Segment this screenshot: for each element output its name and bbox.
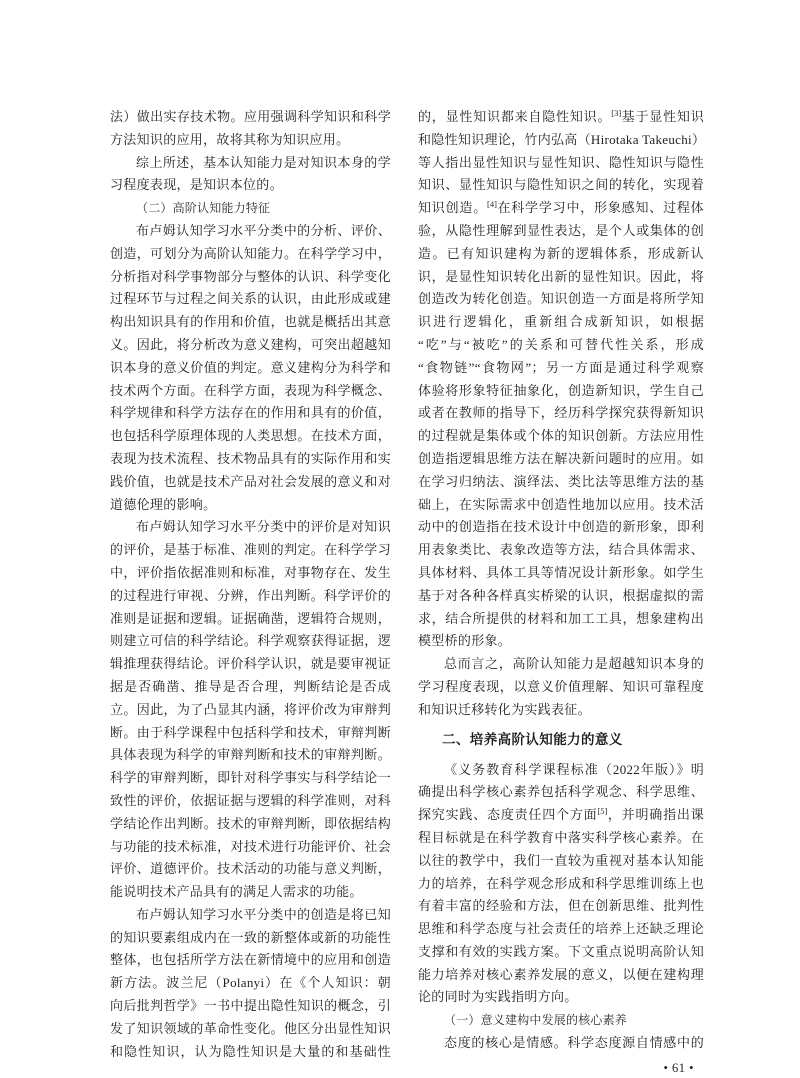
text-line: 或者在教师的指导下，经历科学探究获得新知识 <box>418 405 704 421</box>
text-line: 求，结合所提供的材料和加工工具，想象建构出 <box>418 610 704 626</box>
text-line: 能说明技术产品具有的满足人需求的功能。 <box>110 884 363 900</box>
text-line: 造。已有知识建构为新的逻辑体系，形成新认 <box>418 245 704 261</box>
text-line: 和隐性知识理论，竹内弘高（Hirotaka Takeuchi） <box>418 131 706 147</box>
paragraph <box>418 1032 704 1055</box>
text-line: 构出知识具有的作用和价值，也就是概括出其意 <box>110 314 391 330</box>
text-line: 创造指逻辑思维方法在解决新问题时的应用。如 <box>418 450 704 466</box>
text-line: 评价、道德评价。技术活动的功能与意义判断， <box>110 861 391 877</box>
right-column <box>418 106 704 1055</box>
text-line: 的知识要素组成内在一致的新整体或新的功能性 <box>110 929 391 945</box>
text-line: 技术两个方面。在科学方面，表现为科学概念、 <box>110 382 391 398</box>
text-line: “食物链”“食物网”；另一方面是通过科学观察 <box>418 359 704 375</box>
text-line <box>418 197 704 220</box>
text-line: 创造改为转化创造。知识创造一方面是将所学知 <box>418 291 704 307</box>
text-line: 具体材料、具体工具等情况设计新形象。如学生 <box>418 564 704 580</box>
text-line: 分析指对科学事物部分与整体的认识、科学变化 <box>110 268 391 284</box>
text-line: 论的同时为实践指明方向。 <box>418 989 578 1005</box>
section-subheading: （一）意义建构中发展的核心素养 <box>444 1013 628 1028</box>
text-line: 以往的教学中，我们一直较为重视对基本认知能 <box>418 852 704 868</box>
paragraph <box>418 106 704 653</box>
text-line: 程目标就是在科学教育中落实科学核心素养。在 <box>418 829 704 845</box>
text-line: 能力培养对核心素养发展的意义，以便在建构理 <box>418 966 704 982</box>
text-line: 表现为技术流程、技术物品具有的实际作用和实 <box>110 450 391 466</box>
page-number: • 61 • <box>663 1061 694 1075</box>
section-heading: 二、培养高阶认知能力的意义 <box>442 731 623 748</box>
text-line: 和知识迁移转化为实践表征。 <box>418 701 591 717</box>
text-line: 体验将形象特征抽象化，创造新知识，学生自己 <box>418 382 704 398</box>
text-line: 向后批判哲学》一书中提出隐性知识的概念，引 <box>110 998 391 1014</box>
citation-marker: [3] <box>611 108 622 118</box>
text-line: 布卢姆认知学习水平分类中的评价是对知识 <box>136 519 391 535</box>
text-segment: 探究实践、态度责任四个方面 <box>418 807 598 823</box>
text-line: 确提出科学核心素养包括科学观念、科学思维、 <box>418 784 704 800</box>
text-segment: 基于显性知识 <box>621 109 704 124</box>
text-segment: 的，显性知识都来自隐性知识。 <box>418 109 612 124</box>
text-line: 基于对各种各样真实桥梁的认识，根据虚拟的需 <box>418 587 704 603</box>
paragraph <box>418 759 704 1010</box>
text-line: 的评价，是基于标准、准则的判定。在科学学习 <box>110 542 391 558</box>
paragraph <box>110 516 391 904</box>
text-line: 科学的审辩判断，即针对科学事实与科学结论一 <box>110 770 391 786</box>
text-line: 辑推理获得结论。评价科学认识，就是要审视证 <box>110 656 391 672</box>
text-line: 力的培养，在科学观念形成和科学思维训练上也 <box>418 875 704 891</box>
text-line: 综上所述，基本认知能力是对知识本身的学 <box>136 154 391 170</box>
citation-marker: [4] <box>487 199 497 210</box>
text-segment: ，并明确指出课 <box>607 807 704 823</box>
text-line: 模型桥的形象。 <box>418 633 512 649</box>
text-line: 法）做出实存技术物。应用强调科学知识和科学 <box>110 109 391 124</box>
text-line: 的过程就是集体或个体的知识创新。方法应用性 <box>418 428 704 444</box>
text-line: 过程环节与过程之间关系的认识，由此形成或建 <box>110 291 391 307</box>
text-line: 的过程进行审视、分辨，作出判断。科学评价的 <box>110 587 391 603</box>
text-line: 据是否确凿、推导是否合理，判断结论是否成 <box>110 678 391 694</box>
text-line: 识进行逻辑化，重新组合成新知识，如根据 <box>418 314 704 330</box>
text-line: 学结论作出判断。技术的审辩判断，即依据结构 <box>110 815 391 831</box>
text-line: 践价值，也就是技术产品对社会发展的意义和对 <box>110 473 391 489</box>
text-line: 验，从隐性理解到显性表达，是个人或集体的创 <box>418 222 704 238</box>
text-line: 动中的创造指在技术设计中创造的新形象，即利 <box>418 519 704 535</box>
text-line: 也包括科学原理体现的人类思想。在技术方面， <box>110 428 391 444</box>
text-line: 致性的评价，依据证据与逻辑的科学准则，对科 <box>110 792 391 808</box>
text-line: 中，评价指依据准则和标准，对事物存在、发生 <box>110 564 391 580</box>
paragraph <box>110 152 391 198</box>
text-line: 识本身的意义价值的判定。意义建构分为科学和 <box>110 359 391 375</box>
text-segment: 在科学学习中，形象感知、过程体 <box>496 200 704 216</box>
text-line: 思维和科学态度与社会责任的培养上还缺乏理论 <box>418 921 704 937</box>
text-line: 有着丰富的经验和方法，但在创新思维、批判性 <box>418 898 704 914</box>
section-subheading: （二）高阶认知能力特征 <box>136 201 271 216</box>
text-line: 整体，也包括所学方法在新情境中的应用和创造 <box>110 952 391 968</box>
text-line <box>418 106 704 129</box>
text-line: 与功能的技术标准，对技术进行功能评价、社会 <box>110 838 391 854</box>
text-line: 和隐性知识，认为隐性知识是大量的和基础性 <box>110 1043 391 1059</box>
paragraph <box>418 653 704 721</box>
text-line: 支撑和有效的实践方案。下文重点说明高阶认知 <box>418 943 704 959</box>
text-line: 准则是证据和逻辑。证据确凿，逻辑符合规则， <box>110 610 391 626</box>
text-line: 道德伦理的影响。 <box>110 496 217 512</box>
paragraph <box>110 220 391 516</box>
text-line: 习程度表现，是知识本位的。 <box>110 177 283 193</box>
text-line: 布卢姆认知学习水平分类中的分析、评价、 <box>136 222 391 238</box>
text-line: “吃”与“被吃”的关系和可替代性关系，形成 <box>418 336 704 352</box>
text-line: 发了知识领域的革命性变化。他区分出显性知识 <box>110 1020 391 1036</box>
text-line: 新方法。波兰尼（Polanyi）在《个人知识：朝 <box>110 975 391 991</box>
paragraph <box>110 904 391 1064</box>
text-line: 创造，可划分为高阶认知能力。在科学学习中， <box>110 245 391 261</box>
text-line: 识，是显性知识转化出新的显性知识。因此，将 <box>418 268 704 284</box>
text-line: 具体表现为科学的审辩判断和技术的审辩判断。 <box>110 747 391 763</box>
text-line: 则建立可信的科学结论。科学观察获得证据，逻 <box>110 633 391 649</box>
text-line: 断。由于科学课程中包括科学和技术，审辩判断 <box>110 724 391 740</box>
text-line: 方法知识的应用，故将其称为知识应用。 <box>110 131 350 147</box>
text-line: 科学规律和科学方法存在的作用和具有的价值， <box>110 405 391 421</box>
text-line: 用表象类比、表象改造等方法，结合具体需求、 <box>418 542 704 558</box>
text-line: 义。因此，将分析改为意义建构，可突出超越知 <box>110 336 391 352</box>
text-line: 《义务教育科学课程标准（2022年版）》明 <box>444 761 704 777</box>
text-line: 等人指出显性知识与显性知识、隐性知识与隐性 <box>418 154 704 170</box>
text-segment: 知识创造。 <box>418 200 488 216</box>
text-line: 立。因此，为了凸显其内涵，将评价改为审辩判 <box>110 701 391 717</box>
text-line: 总而言之，高阶认知能力是超越知识本身的 <box>444 656 704 672</box>
text-line: 知识、显性知识与隐性知识之间的转化，实现着 <box>418 177 704 193</box>
text-line: 础上，在实际需求中创造性地加以应用。技术活 <box>418 496 704 512</box>
text-line <box>418 804 704 827</box>
paragraph <box>110 106 391 152</box>
text-line: 布卢姆认知学习水平分类中的创造是将已知 <box>136 906 391 922</box>
left-column <box>110 106 391 1063</box>
text-line: 在学习归纳法、演绎法、类比法等思维方法的基 <box>418 473 704 489</box>
text-line: 学习程度表现，以意义价值理解、知识可靠程度 <box>418 678 704 694</box>
text-line: 态度的核心是情感。科学态度源自情感中的 <box>444 1035 704 1051</box>
citation-marker: [5] <box>597 806 608 817</box>
